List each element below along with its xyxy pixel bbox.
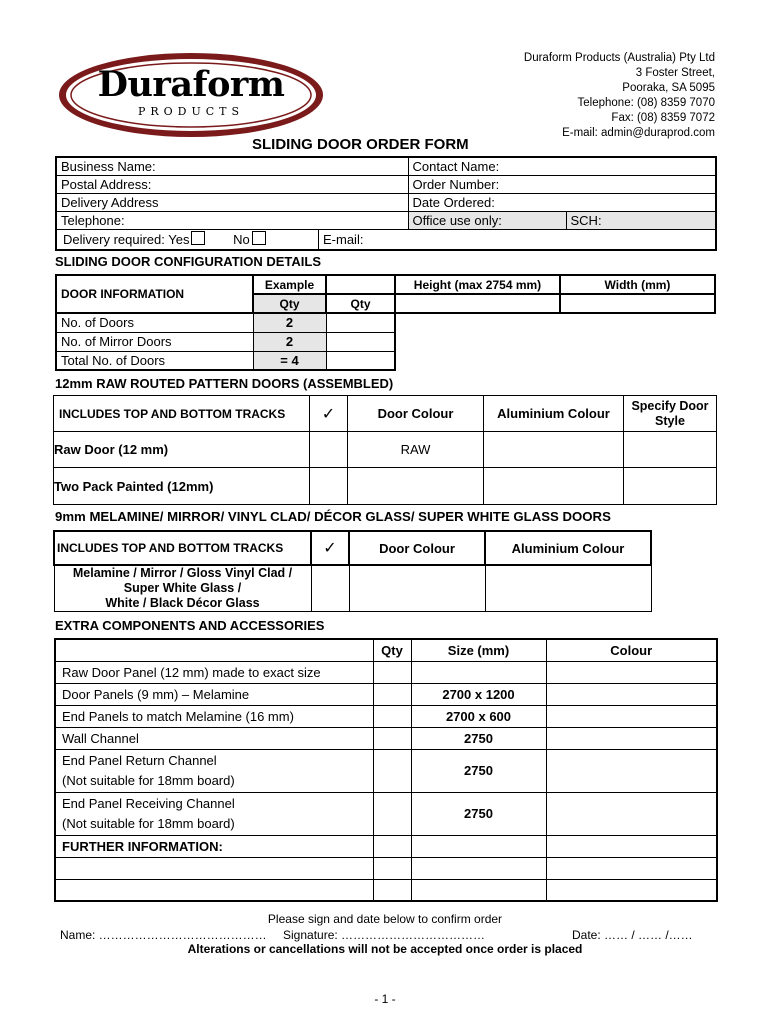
- extras-qty-input[interactable]: [373, 727, 411, 749]
- postal-address-field[interactable]: Postal Address:: [56, 175, 408, 193]
- sch-label: SCH:: [566, 211, 716, 229]
- delivery-address-field[interactable]: Delivery Address: [56, 193, 408, 211]
- extras-size: 2750: [411, 727, 546, 749]
- config-table: [55, 274, 716, 371]
- further-info-input[interactable]: [55, 879, 373, 901]
- raw-door-alu-input[interactable]: [484, 432, 624, 468]
- form-title: SLIDING DOOR ORDER FORM: [252, 136, 469, 153]
- config-row-qty-input[interactable]: [326, 351, 395, 370]
- extras-size: 2750: [411, 749, 546, 792]
- example-header: Example: [253, 275, 326, 294]
- extras-colour-input[interactable]: [546, 749, 717, 792]
- logo-subtext: PRODUCTS: [137, 105, 245, 118]
- further-info-input[interactable]: [546, 879, 717, 901]
- spacer: [395, 351, 560, 370]
- two-pack-colour-input[interactable]: [348, 468, 484, 505]
- extras-qty-input[interactable]: [373, 792, 411, 835]
- extras-heading: EXTRA COMPONENTS AND ACCESSORIES: [55, 618, 325, 633]
- raw-door-tick-input[interactable]: [310, 432, 348, 468]
- tick-icon: ✓: [310, 396, 348, 432]
- office-use-label: Office use only:: [408, 211, 566, 229]
- config-row-label: No. of Doors: [56, 313, 253, 332]
- tick-icon: ✓: [311, 531, 349, 565]
- two-pack-tick-input[interactable]: [310, 468, 348, 505]
- company-address: [524, 51, 715, 141]
- no-checkbox[interactable]: [252, 231, 266, 245]
- further-info-input[interactable]: [546, 857, 717, 879]
- two-pack-alu-input[interactable]: [484, 468, 624, 505]
- specify-style-header: Specify Door Style: [624, 396, 717, 432]
- name-line[interactable]: Name: ……………………………………: [60, 928, 267, 942]
- extras-item: [55, 792, 373, 835]
- company-fax: Fax: (08) 8359 7072: [611, 112, 715, 124]
- company-street: 3 Foster Street,: [635, 67, 715, 79]
- company-logo: [55, 50, 327, 140]
- further-info-input[interactable]: [373, 879, 411, 901]
- raw-door-row: Raw Door (12 mm): [54, 432, 310, 468]
- config-row-example: 2: [253, 313, 326, 332]
- extras-item: End Panels to match Melamine (16 mm): [55, 705, 373, 727]
- qty-header-blank: [326, 275, 395, 294]
- raw-door-colour: RAW: [348, 432, 484, 468]
- height-input[interactable]: [395, 294, 560, 313]
- extras-item-line1: End Panel Return Channel: [62, 752, 217, 768]
- business-name-field[interactable]: Business Name:: [56, 157, 408, 175]
- extras-colour-input[interactable]: [546, 727, 717, 749]
- raw-doors-heading: 12mm RAW ROUTED PATTERN DOORS (ASSEMBLED): [55, 376, 394, 391]
- extras-size-header: Size (mm): [411, 639, 546, 661]
- delivery-required-label: Delivery required: Yes: [63, 232, 190, 247]
- extras-colour-input[interactable]: [546, 705, 717, 727]
- melamine-row-line3: White / Black Décor Glass: [105, 596, 260, 610]
- telephone-field[interactable]: Telephone:: [56, 211, 408, 229]
- config-row-example: = 4: [253, 351, 326, 370]
- spacer: [560, 332, 715, 351]
- extras-colour-input[interactable]: [546, 661, 717, 683]
- company-email: E-mail: admin@duraprod.com: [562, 127, 715, 139]
- melamine-colour-input[interactable]: [349, 565, 485, 612]
- extras-colour-input[interactable]: [546, 792, 717, 835]
- extras-qty-input[interactable]: [373, 661, 411, 683]
- melamine-row-line1: Melamine / Mirror / Gloss Vinyl Clad /: [72, 566, 293, 580]
- further-blank: [411, 835, 546, 857]
- melamine-row-label: [54, 565, 311, 612]
- melamine-includes-header: INCLUDES TOP AND BOTTOM TRACKS: [54, 531, 311, 565]
- melamine-table: [53, 530, 652, 612]
- raw-door-style-input[interactable]: [624, 432, 717, 468]
- sign-prompt: Please sign and date below to confirm order: [267, 912, 503, 926]
- config-row-label: Total No. of Doors: [56, 351, 253, 370]
- company-phone: Telephone: (08) 8359 7070: [577, 97, 715, 109]
- further-info-input[interactable]: [411, 857, 546, 879]
- signature-line[interactable]: Signature: ………………………………: [283, 928, 486, 942]
- spacer: [560, 351, 715, 370]
- company-city: Pooraka, SA 5095: [622, 82, 715, 94]
- extras-item: [55, 749, 373, 792]
- date-ordered-field[interactable]: Date Ordered:: [408, 193, 716, 211]
- raw-doors-table: [53, 395, 717, 505]
- further-blank: [546, 835, 717, 857]
- two-pack-style-input[interactable]: [624, 468, 717, 505]
- extras-item-line2: (Not suitable for 18mm board): [62, 772, 235, 788]
- delivery-yes: [57, 231, 318, 247]
- page-number: - 1 -: [374, 992, 396, 1006]
- spacer: [395, 332, 560, 351]
- extras-size: [411, 661, 546, 683]
- delivery-row: [56, 229, 716, 250]
- extras-colour-header: Colour: [546, 639, 717, 661]
- extras-item: Wall Channel: [55, 727, 373, 749]
- extras-qty-input[interactable]: [373, 749, 411, 792]
- order-number-field[interactable]: Order Number:: [408, 175, 716, 193]
- melamine-row-line2: Super White Glass /: [123, 581, 242, 595]
- further-blank: [373, 835, 411, 857]
- warning-text: Alterations or cancellations will not be accepted once order is placed: [187, 942, 583, 956]
- further-info-input[interactable]: [411, 879, 546, 901]
- company-name: Duraform Products (Australia) Pty Ltd: [523, 52, 715, 64]
- extras-size: 2750: [411, 792, 546, 835]
- melamine-alu-colour-header: Aluminium Colour: [485, 531, 651, 565]
- width-header: Width (mm): [560, 275, 715, 294]
- melamine-alu-input[interactable]: [485, 565, 651, 612]
- melamine-heading: 9mm MELAMINE/ MIRROR/ VINYL CLAD/ DÉCOR GLASS/ SUPER WHITE GLASS DOORS: [55, 509, 611, 524]
- extras-item: Door Panels (9 mm) – Melamine: [55, 683, 373, 705]
- date-line[interactable]: Date: …… / …… /……: [572, 928, 693, 942]
- melamine-tick-input[interactable]: [311, 565, 349, 612]
- extras-blank-header: [55, 639, 373, 661]
- further-info-label: FURTHER INFORMATION:: [55, 835, 373, 857]
- raw-door-colour-header: Door Colour: [348, 396, 484, 432]
- extras-qty-input[interactable]: [373, 705, 411, 727]
- width-input[interactable]: [560, 294, 715, 313]
- yes-checkbox[interactable]: [191, 231, 205, 245]
- raw-includes-header: INCLUDES TOP AND BOTTOM TRACKS: [54, 396, 310, 432]
- height-header: Height (max 2754 mm): [395, 275, 560, 294]
- further-info-input[interactable]: [373, 857, 411, 879]
- melamine-door-colour-header: Door Colour: [349, 531, 485, 565]
- extras-qty-input[interactable]: [373, 683, 411, 705]
- extras-size: 2700 x 1200: [411, 683, 546, 705]
- config-row-example: 2: [253, 332, 326, 351]
- logo-text: Duraform: [97, 64, 285, 105]
- config-row-label: No. of Mirror Doors: [56, 332, 253, 351]
- extras-item-line2: (Not suitable for 18mm board): [62, 815, 235, 831]
- customer-details-table: [55, 156, 717, 251]
- extras-size: 2700 x 600: [411, 705, 546, 727]
- extras-colour-input[interactable]: [546, 683, 717, 705]
- further-info-input[interactable]: [55, 857, 373, 879]
- spacer: [395, 313, 560, 332]
- config-row-qty-input[interactable]: [326, 332, 395, 351]
- config-heading: SLIDING DOOR CONFIGURATION DETAILS: [55, 254, 322, 269]
- qty-header: Qty: [326, 294, 395, 313]
- example-qty-header: Qty: [253, 294, 326, 313]
- two-pack-row: Two Pack Painted (12mm): [54, 468, 310, 505]
- extras-qty-header: Qty: [373, 639, 411, 661]
- contact-name-field[interactable]: Contact Name:: [408, 157, 716, 175]
- extras-table: [54, 638, 718, 902]
- door-info-header: DOOR INFORMATION: [56, 275, 253, 313]
- no-label: No: [233, 232, 250, 247]
- extras-item: Raw Door Panel (12 mm) made to exact size: [55, 661, 373, 683]
- raw-alu-colour-header: Aluminium Colour: [484, 396, 624, 432]
- email-field[interactable]: E-mail:: [318, 230, 715, 249]
- spacer: [560, 313, 715, 332]
- extras-item-line1: End Panel Receiving Channel: [62, 795, 235, 811]
- config-row-qty-input[interactable]: [326, 313, 395, 332]
